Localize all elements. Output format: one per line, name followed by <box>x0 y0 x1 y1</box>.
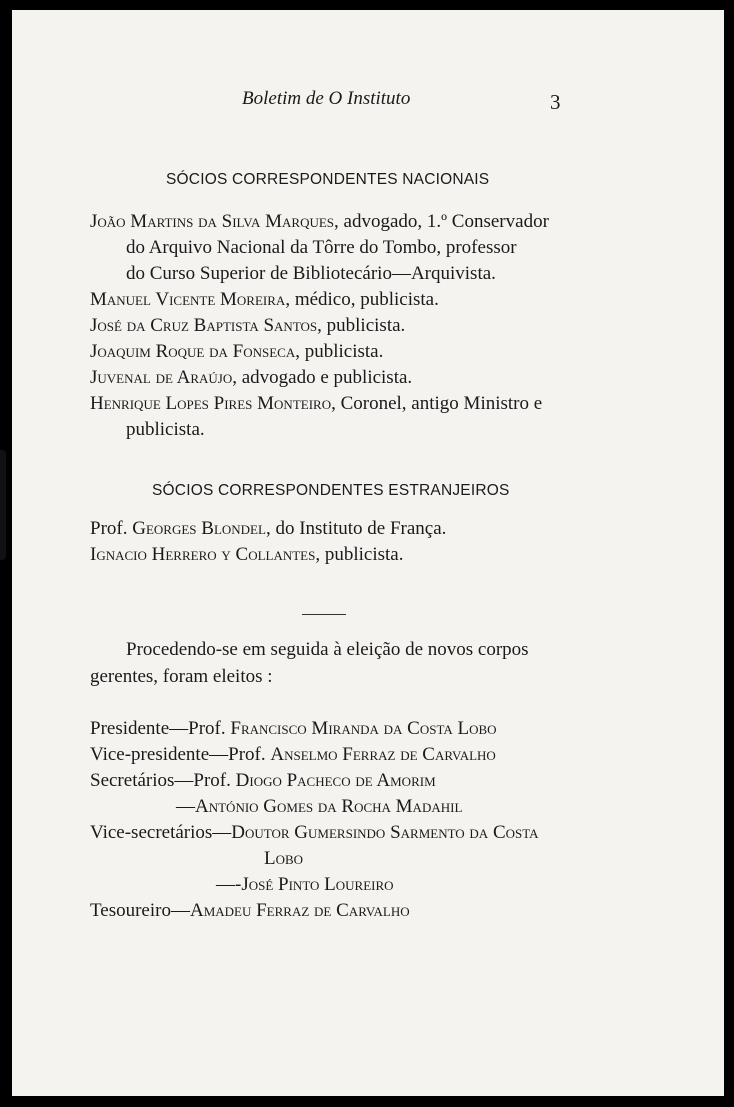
officer-name: Amadeu Ferraz de Carvalho <box>189 900 410 921</box>
section-title-national: SÓCIOS CORRESPONDENTES NACIONAIS <box>166 171 490 188</box>
page-number: 3 <box>550 90 561 114</box>
officer-name: Lobo <box>264 848 304 869</box>
officer-role: —- <box>216 874 242 895</box>
member-name: Henrique Lopes Pires Monteiro <box>90 393 332 414</box>
member-description: , advogado, 1.º Conservador <box>334 211 549 232</box>
officer-role: Vice-secretários— <box>90 822 232 843</box>
officer-role: — <box>176 796 195 817</box>
member-description: , Coronel, antigo Ministro e <box>331 393 543 414</box>
officer-entry <box>90 820 539 846</box>
officer-name: Anselmo Ferraz de Carvalho <box>270 744 496 765</box>
member-description: , publicista. <box>315 544 404 565</box>
member-name: Joaquim Roque da Fonseca <box>90 341 296 362</box>
member-entry <box>90 391 542 417</box>
officer-entry-continuation <box>264 846 303 872</box>
officer-entry <box>216 872 394 898</box>
member-entry <box>90 542 404 568</box>
member-title: Prof. <box>90 518 133 539</box>
paragraph-line: gerentes, foram eleitos : <box>90 666 273 687</box>
member-entry <box>90 365 412 391</box>
member-entry <box>90 287 439 313</box>
member-description: , do Instituto de França. <box>265 518 447 539</box>
member-entry-continuation: publicista. <box>126 419 205 440</box>
officer-name: José Pinto Loureiro <box>241 874 394 895</box>
document-page <box>12 10 724 1096</box>
paragraph-line: Procedendo-se em seguida à eleição de novos corpos <box>126 639 529 660</box>
member-entry <box>90 516 446 542</box>
officer-entry <box>90 742 496 768</box>
member-entry <box>90 339 383 365</box>
member-name: Georges Blondel <box>132 518 266 539</box>
member-name: José da Cruz Baptista Santos <box>90 315 318 336</box>
section-title-foreign: SÓCIOS CORRESPONDENTES ESTRANJEIROS <box>152 482 510 499</box>
member-description: , publicista. <box>317 315 406 336</box>
officer-name: Diogo Pacheco de Amorim <box>235 770 436 791</box>
member-entry-continuation: do Curso Superior de Bibliotecário—Arquivista. <box>126 263 496 284</box>
officer-name: Doutor Gumersindo Sarmento da Costa <box>231 822 539 843</box>
member-name: Ignacio Herrero y Collantes <box>90 544 316 565</box>
member-name: João Martins da Silva Marques <box>90 211 335 232</box>
officer-entry <box>90 716 497 742</box>
officer-entry <box>176 794 462 820</box>
member-description: , médico, publicista. <box>285 289 439 310</box>
officer-role: Presidente—Prof. <box>90 718 231 739</box>
officer-name: António Gomes da Rocha Madahil <box>195 796 463 817</box>
member-entry <box>90 313 405 339</box>
binding-ink-mark <box>0 450 6 560</box>
member-name: Juvenal de Araújo <box>90 367 233 388</box>
officer-entry <box>90 898 410 924</box>
officer-role: Vice-presidente—Prof. <box>90 744 271 765</box>
running-header-title: Boletim de O Instituto <box>242 88 411 109</box>
officer-role: Secretários—Prof. <box>90 770 236 791</box>
member-name: Manuel Vicente Moreira <box>90 289 286 310</box>
officer-name: Francisco Miranda da Costa Lobo <box>230 718 497 739</box>
member-description: , publicista. <box>295 341 384 362</box>
member-entry-continuation: do Arquivo Nacional da Tôrre do Tombo, professor <box>126 237 517 258</box>
member-description: , advogado e publicista. <box>232 367 413 388</box>
member-entry <box>90 209 549 235</box>
officer-role: Tesoureiro— <box>90 900 190 921</box>
section-divider <box>302 614 346 615</box>
officer-entry <box>90 768 436 794</box>
